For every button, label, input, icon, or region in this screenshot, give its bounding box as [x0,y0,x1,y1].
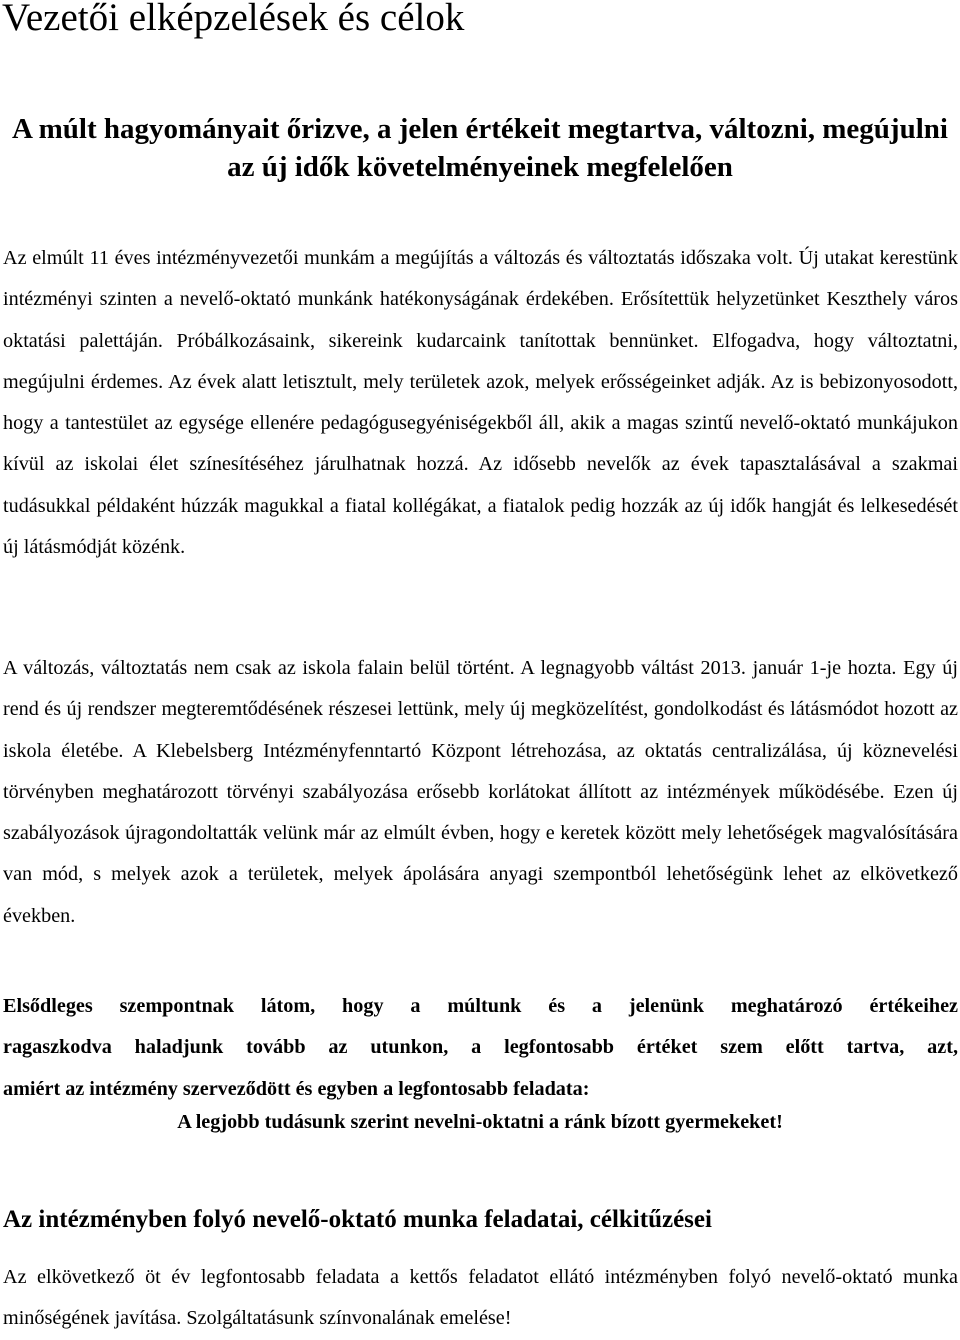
section-heading: Az intézményben folyó nevelő-oktató munka feladatai, célkitűzései [3,1206,712,1233]
priorities-line: Elsődleges szempontnak látom, hogy a múltunk és a jelenünk meghatározó értékeihez [3,995,958,1017]
page-subtitle: A múlt hagyományait őrizve, a jelen értékeit megtartva, változni, megújulni az új idők követelményeinek megfelelően [12,113,948,183]
motto: A legjobb tudásunk szerint nevelni-oktatni a ránk bízott gyermekeket! [177,1111,783,1133]
priorities-line: amiért az intézmény szerveződött és egyben a legfontosabb feladata: [3,1077,590,1100]
priorities-line: ragaszkodva haladjunk tovább az utunkon, a legfontosabb értéket szem előtt tartva, azt, [3,1036,958,1059]
paragraph-intro: Az elmúlt 11 éves intézményvezetői munkám a megújítás a változás és változtatás időszaka volt. Új utakat kerestünk intézményi szinten a nevelő-oktató munkánk hatékonyságának érdekében. Erősítettük helyzetünket Keszthely város oktatási palettáján. Próbálkozásaink, sikereink kudarcaink tanítottak bennünket. Elfogadva, hogy változtatni, megújulni érdemes. Az évek alatt letisztult, mely területek azok, melyek erősségeinket adják. Az is bebizonyosodott, hogy a tantestület az egysége ellenére pedagógusegyéniségekből áll, akik a magas szintű nevelő-oktató munkájukon kívül az iskolai élet színesítéséhez járulhatnak hozzá. Az idősebb nevelők az évek tapasztalásával a szakmai tudásukkal példaként húzzák magukkal a fiatal kollégákat, a fiatalok pedig hozzák az új idők hangját és lelkesedését új látásmódját közénk. [3,247,958,559]
paragraph-priorities [3,986,958,1110]
section-paragraph: Az elkövetkező öt év legfontosabb feladata a kettős feladatot ellátó intézményben folyó nevelő-oktató munka minőségének javítása. Szolgáltatásunk színvonalának emelése! [3,1266,958,1330]
paragraph-changes: A változás, változtatás nem csak az iskola falain belül történt. A legnagyobb váltást 2013. január 1-je hozta. Egy új rend és új rendszer megteremtődésének részesei lettünk, mely új megközelítést, gondolkodást és látásmódot hozott az iskola életébe. A Klebelsberg Intézményfenntartó Központ létrehozása, az oktatás centralizálása, új köznevelési törvényben meghatározott törvényi szabályozása erősebb korlátokat állított az intézmények működésébe. Ezen új szabályozások újragondoltatták velünk már az elmúlt évben, hogy e keretek között mely lehetőségek magvalósítására van mód, s melyek azok a területek, melyek ápolására anyagi szempontból lehetőségünk lehet az elkövetkező években. [3,657,958,927]
page-title: Vezetői elképzelések és célok [2,0,465,39]
